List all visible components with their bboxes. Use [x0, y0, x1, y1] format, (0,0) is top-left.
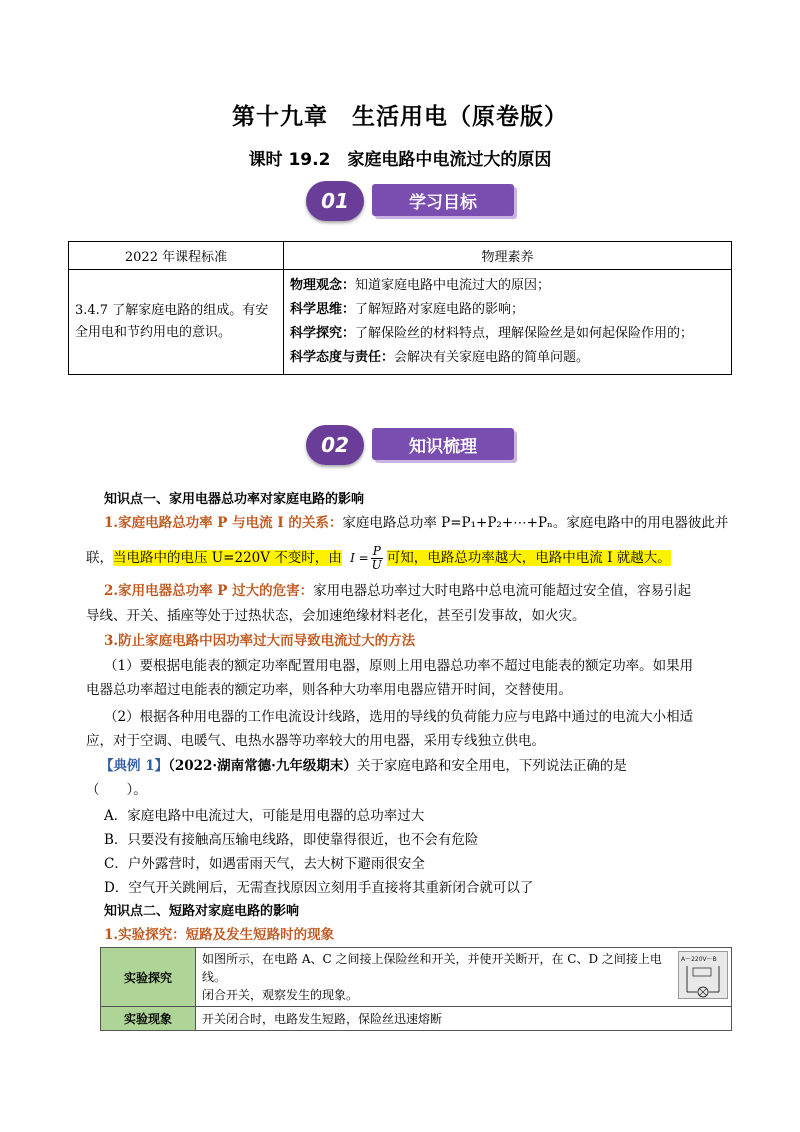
standards-table: [68, 241, 732, 375]
example1-blank: （ ）。: [86, 782, 147, 798]
page-title: 第十九章 生活用电（原卷版）: [232, 104, 568, 130]
circuit-figure: [678, 951, 728, 999]
phenomenon-label: 实验现象: [101, 1007, 196, 1031]
example1-option-c: C．户外露营时，如遇雷雨天气，去大树下避雨很安全: [104, 856, 425, 872]
literacy-cell: [284, 270, 732, 375]
literacy-line: 科学探究：了解保险丝的材料特点，理解保险丝是如何起保险作用的；: [290, 326, 694, 341]
section-badge-goals: [306, 180, 526, 222]
literacy-line: 科学思维：了解短路对家庭电路的影响；: [290, 302, 525, 317]
literacy-line: 科学态度与责任：会解决有关家庭电路的简单问题。: [290, 350, 590, 365]
section-label: 学习目标: [372, 184, 514, 216]
section-label: 知识梳理: [372, 428, 514, 460]
kp1-item2-line2: 导线、开关、插座等处于过热状态，会加速绝缘材料老化，甚至引发事故，如火灾。: [86, 608, 586, 624]
kp1-item3-p2: （2）根据各种用电器的工作电流设计线路，选用的导线的负荷能力应与电路中通过的电流大小相适: [104, 709, 694, 725]
col-header-standard: 2022 年课程标准: [69, 242, 284, 270]
experiment-table: [100, 947, 732, 1031]
formula-fraction: I = $\frac{P}{U}$: [350, 544, 382, 572]
section-badge-knowledge: [306, 424, 526, 466]
experiment-label: 实验探究: [101, 948, 196, 1007]
kp2-item1-title: 1.实验探究：短路及发生短路时的现象: [104, 927, 335, 943]
example1-option-d: D．空气开关跳闸后，无需查找原因立刻用手直接将其重新闭合就可以了: [104, 880, 534, 896]
section-number: 01: [306, 181, 364, 221]
example1-question: 【典例 1】（2022·湖南常德·九年级期末）关于家庭电路和安全用电，下列说法正确的是: [100, 758, 627, 774]
experiment-description: 如图所示，在电路 A、C 之间接上保险丝和开关，并使开关断开，在 C、D 之间接上电线。 闭合开关，观察发生的现象。 A～220V～B: [196, 948, 732, 1007]
kp1-item3-p1: （1）要根据电能表的额定功率配置用电器，原则上用电器总功率不超过电能表的额定功率。如果用: [104, 658, 694, 674]
kp1-item3-title: 3.防止家庭电路中因功率过大而导致电流过大的方法: [104, 633, 416, 649]
kp1-item1-line2: 联，当电路中的电压 U=220V 不变时，由 I = $\frac{P}{U}$ 可知，电路总功率越大，电路中电流 I 就越大。: [86, 544, 671, 572]
figure-label: A～220V～B: [681, 956, 717, 963]
kp2-heading: 知识点二、短路对家庭电路的影响: [104, 904, 300, 919]
kp1-item1: 1.家庭电路总功率 P 与电流 I 的关系：家庭电路总功率 P=P₁+P₂+⋯+Pₙ。家庭电路中的用电器彼此并: [104, 515, 729, 531]
example1-option-a: A．家庭电路中电流过大，可能是用电器的总功率过大: [104, 808, 425, 824]
section-number: 02: [306, 425, 364, 465]
kp1-item2: 2.家用电器总功率 P 过大的危害：家用电器总功率过大时电路中总电流可能超过安全值，容易引起: [104, 583, 692, 599]
literacy-line: 物理观念：知道家庭电路中电流过大的原因；: [290, 278, 551, 293]
kp1-heading: 知识点一、家用电器总功率对家庭电路的影响: [104, 492, 365, 507]
standard-cell: 3.4.7 了解家庭电路的组成。有安全用电和节约用电的意识。: [69, 270, 284, 375]
col-header-literacy: 物理素养: [284, 242, 732, 270]
phenomenon-text: 开关闭合时，电路发生短路，保险丝迅速熔断: [196, 1007, 732, 1031]
kp1-item3-p2b: 应，对于空调、电暖气、电热水器等功率较大的用电器，采用专线独立供电。: [86, 733, 545, 749]
example1-option-b: B．只要没有接触高压输电线路，即使靠得很近，也不会有危险: [104, 832, 479, 848]
lesson-subtitle: 课时 19.2 家庭电路中电流过大的原因: [248, 150, 552, 170]
kp1-item3-p1b: 电器总功率超过电能表的额定功率，则各种大功率用电器应错开时间，交替使用。: [86, 682, 572, 698]
